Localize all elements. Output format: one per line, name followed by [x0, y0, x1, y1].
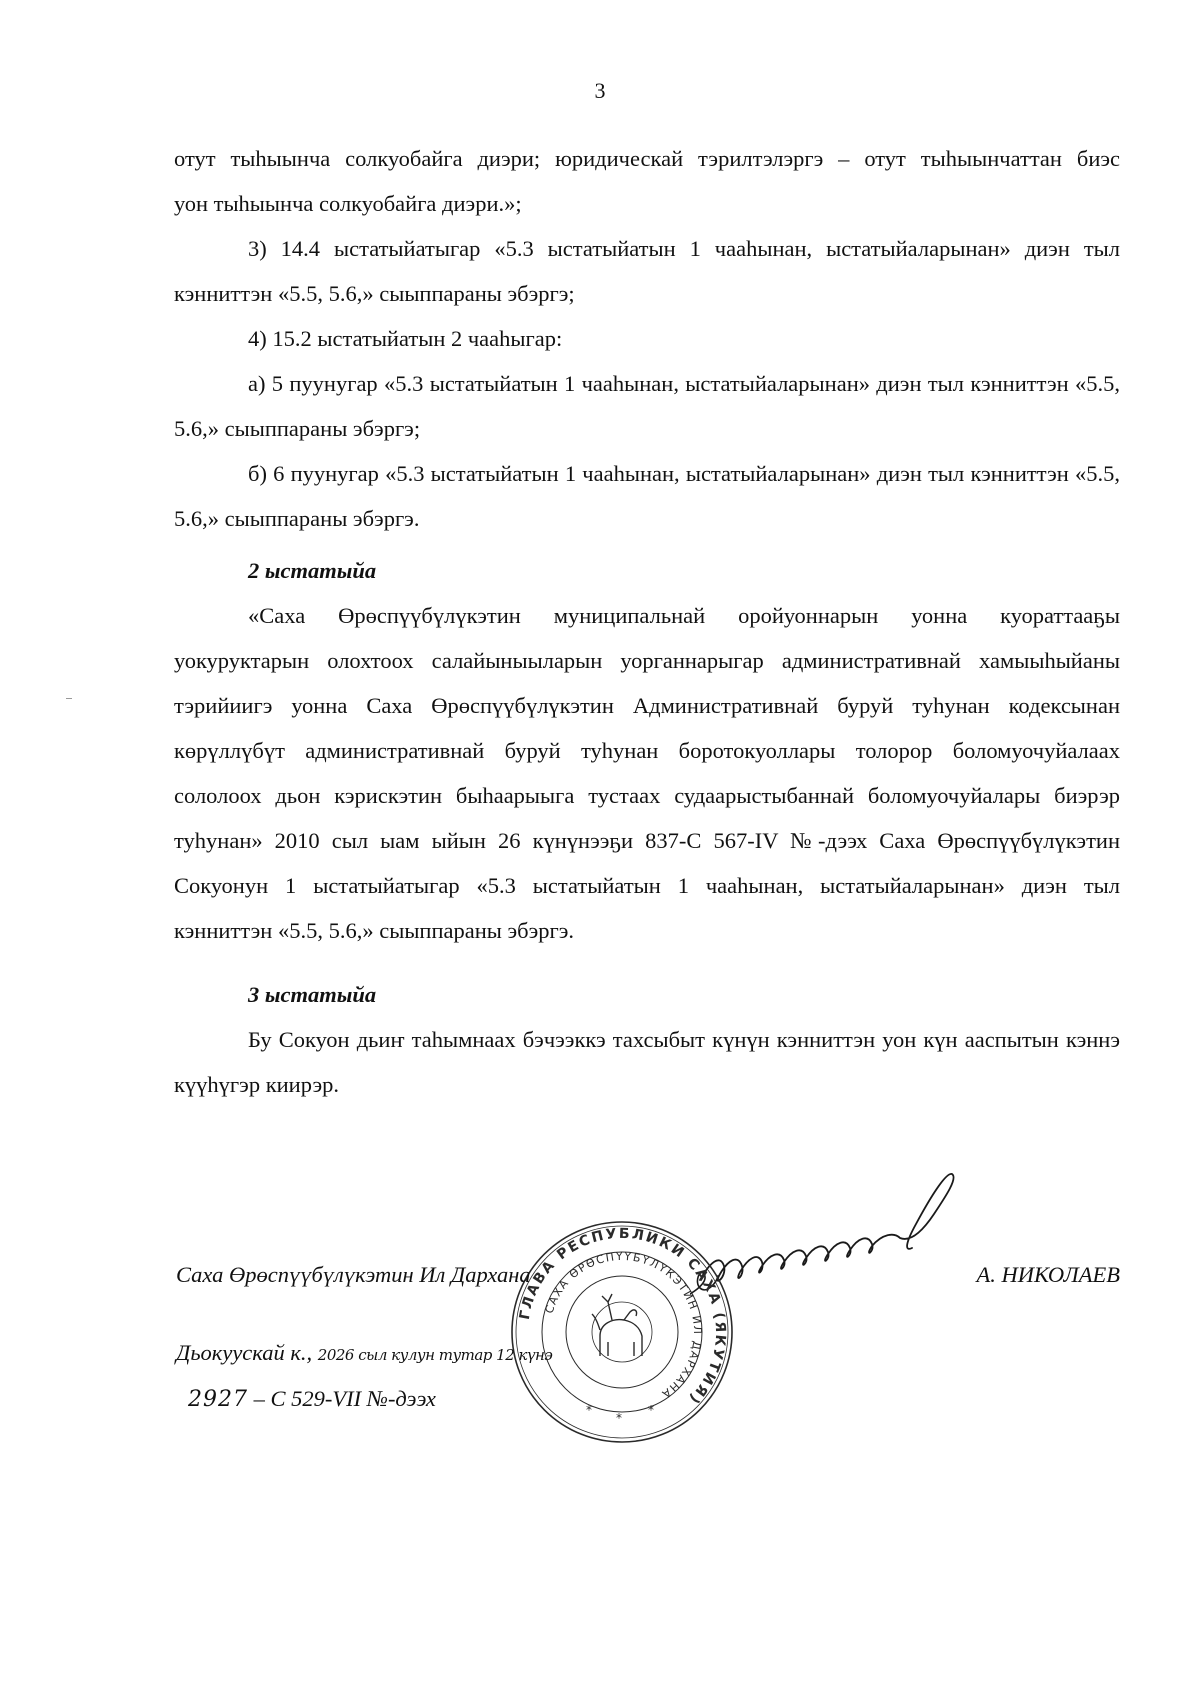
svg-text:*: * [648, 1403, 654, 1417]
svg-text:*: * [616, 1411, 622, 1425]
article-3-text: Бу Сокуон дьиҥ таһымнаах бэчээккэ тахсыбыт күнүн кэнниттэн уон күн ааспытын кэннэ күүһүгэр киирэр. [174, 1027, 1120, 1097]
amendment-subitem-b: б) 6 пуунугар «5.3 ыстатыйатын 1 чааһынан, ыстатыйаларынан» диэн тыл кэнниттэн «5.5, 5.6,» сыыппараны эбэргэ. [174, 461, 1120, 531]
svg-text:ГЛАВА РЕСПУБЛИКИ САХА (ЯКУТИЯ): ГЛАВА РЕСПУБЛИКИ САХА (ЯКУТИЯ) [516, 1225, 729, 1408]
signatory-title: Саха Өрөспүүбүлүкэтин Ил Дархана [176, 1262, 531, 1287]
article-3 [174, 972, 1120, 1107]
svg-text:*: * [586, 1403, 592, 1417]
paragraph-continuation: отут тыһыынча солкуобайга диэри; юридическай тэрилтэлэргэ – отут тыһыынчаттан биэс [174, 146, 1120, 171]
margin-mark [66, 698, 72, 699]
law-number-suffix: – С 529-VII №-дээх [253, 1386, 436, 1411]
handwritten-number: 2927 [188, 1387, 248, 1412]
svg-text:САХА ӨРӨСПҮҮБҮЛҮКЭТИН ИЛ ДАРХА: САХА ӨРӨСПҮҮБҮЛҮКЭТИН ИЛ ДАРХАНА [542, 1249, 705, 1402]
official-stamp [508, 1218, 736, 1446]
paragraph-continuation-end: уон тыһыынча солкуобайга диэри.»; [174, 191, 522, 216]
amendment-subitem-a: а) 5 пуунугар «5.3 ыстатыйатын 1 чааһынан, ыстатыйаларынан» диэн тыл кэнниттэн «5.5, 5.6,» сыыппараны эбэргэ; [174, 371, 1120, 441]
signatory-name: А. НИКОЛАЕВ [976, 1262, 1120, 1287]
handwritten-date: 2026 сыл кулун тутар 12 күнэ [317, 1346, 553, 1364]
amendment-item-4: 4) 15.2 ыстатыйатын 2 чааһыгар: [248, 326, 563, 351]
amendment-item-3: 3) 14.4 ыстатыйатыгар «5.3 ыстатыйатын 1 чааһынан, ыстатыйаларынан» диэн тыл кэнниттэн «5.5, 5.6,» сыыппараны эбэргэ; [174, 236, 1120, 306]
page-number: 3 [594, 78, 606, 103]
signing-place-date [176, 1340, 552, 1366]
amendments-block [174, 136, 1120, 541]
handwritten-signature [690, 1162, 1020, 1302]
signing-place: Дьокуускай к., [176, 1340, 313, 1365]
coat-of-arms-icon [592, 1294, 652, 1362]
article-2-text: «Саха Өрөспүүбүлүкэтин муниципальнай оройуоннарын уонна куораттааҕы уокуруктарын олохтоох салайыныыларын уорганнарыгар административнай хамыыһыйаны тэрийиигэ уонна Саха Өрөспүүбүлүкэтин Административнай буруй туһунан кодексынан көрүллүбүт административнай буруй туһунан боротокуоллары толорор боломуочуйалаах сололоох дьон кэрискэтин быһаарыыга тустаах судаарыстыбаннай боломуочуйалары биэрэр туһунан» 2010 сыл ыам ыйын 26 күнүнээҕи 837-С 567-IV №-дээх Саха Өрөспүүбүлүкэтин Сокуонун 1 ыстатыйатыгар «5.3 ыстатыйатын 1 чааһынан, ыстатыйаларынан» диэн тыл кэнниттэн «5.5, 5.6,» сыыппараны эбэргэ. [174, 603, 1120, 943]
article-3-heading: 3 ыстатыйа [248, 982, 377, 1007]
article-2 [174, 548, 1120, 953]
article-2-heading: 2 ыстатыйа [248, 558, 377, 583]
law-number [188, 1386, 436, 1412]
